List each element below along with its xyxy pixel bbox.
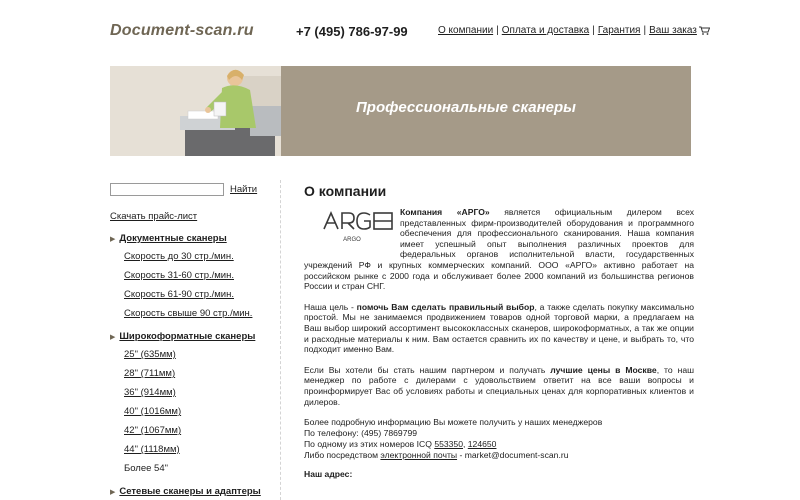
banner-title: Профессиональные сканеры (356, 99, 576, 116)
goal-paragraph (304, 302, 694, 355)
email-link[interactable]: электронной почты (380, 450, 458, 461)
subcategory-link[interactable]: Более 54" (124, 463, 168, 474)
category-network-scanners[interactable] (110, 486, 270, 497)
partner-pre: Если Вы хотели бы стать нашим партнером и получать (304, 364, 551, 375)
page-title: О компании (304, 183, 387, 199)
subcategory-link[interactable]: Скорость 61-90 стр./мин. (124, 289, 234, 300)
intro-company-name: Компания «АРГО» (400, 207, 490, 217)
main-content (304, 183, 694, 479)
category-label: Сетевые сканеры и адаптеры (119, 486, 261, 497)
column-divider (280, 180, 281, 500)
contact-line-email (304, 450, 694, 461)
contact-line-phone: По телефону: (495) 7869799 (304, 428, 418, 439)
top-nav: О компании | Оплата и доставка | Гарантия | Ваш заказ (438, 25, 710, 38)
subcategory-link[interactable]: Скорость свыше 90 стр./мин. (124, 308, 253, 319)
bullet-arrow-icon: ▶ (110, 488, 116, 496)
bullet-arrow-icon: ▶ (110, 235, 116, 243)
email-pre: Либо посредством (304, 450, 381, 461)
subcategory-link[interactable]: 36" (914мм) (124, 387, 176, 398)
category-label: Широкоформатные сканеры (119, 331, 256, 342)
partner-paragraph (304, 365, 694, 407)
goal-post: , а также сделать покупку максимально простой. Мы не занимаемся продвижением товаров одной торговой марки, а предлагаем на Ваш выбор широкий ассортимент высококлассных сканеров, широкоформатных, а так же опции и расходные материалы к ним. Вам остается сравнить их по качеству и цене, и выбрать то, что подходит именно Вам. (304, 301, 694, 355)
subcategory-link[interactable]: Скорость 31-60 стр./мин. (124, 270, 234, 281)
contact-line-info: Более подробную информацию Вы можете получить у наших менеджеров (304, 417, 603, 428)
header-phone: +7 (495) 786-97-99 (296, 24, 408, 39)
search-input[interactable] (110, 183, 224, 196)
subcategory-link[interactable]: 42" (1067мм) (124, 425, 182, 436)
subcategory-link[interactable]: Скорость до 30 стр./мин. (124, 251, 234, 262)
subcategory-link[interactable]: 28" (711мм) (124, 368, 176, 379)
contact-block (304, 417, 694, 461)
site-logo[interactable]: Document-scan.ru (110, 22, 254, 39)
nav-order-link[interactable]: Ваш заказ (649, 25, 697, 36)
nav-warranty-link[interactable]: Гарантия (597, 25, 641, 36)
search-button[interactable]: Найти (230, 184, 258, 195)
icq-link-1[interactable]: 553350 (434, 439, 463, 450)
search-form (110, 183, 270, 196)
contact-line-icq (304, 439, 694, 450)
nav-payment-delivery-link[interactable]: Оплата и доставка (501, 25, 590, 36)
sidebar (110, 183, 270, 497)
category-document-scanners[interactable] (110, 233, 270, 244)
banner-photo-woman-with-scanner (110, 66, 281, 156)
goal-bold: помочь Вам сделать правильный выбор (356, 301, 535, 312)
category-wide-format-scanners[interactable] (110, 331, 270, 342)
icq-separator: , (463, 439, 468, 450)
cart-icon[interactable] (699, 26, 710, 38)
icq-label: По одному из этих номеров ICQ (304, 439, 435, 450)
argo-logo (304, 199, 400, 251)
subcategory-link[interactable]: 25" (635мм) (124, 349, 176, 360)
email-post: - market@document-scan.ru (457, 450, 569, 461)
subcategory-link[interactable]: 40" (1016мм) (124, 406, 182, 417)
subcategory-link[interactable]: 44" (1118мм) (124, 444, 180, 455)
banner-band (281, 66, 691, 156)
partner-post: , то наш менеджер по работе с дилерами с удовольствием ответит на все ваши вопросы и проинформирует Вас об условиях работы и специальных ценах для корпоративных клиентов и дилеров. (304, 364, 695, 407)
goal-pre: Наша цель - (304, 301, 357, 312)
partner-bold: лучшие цены в Москве (550, 364, 657, 375)
category-label: Документные сканеры (119, 233, 227, 244)
download-price-list-link[interactable]: Скачать прайс-лист (110, 211, 198, 222)
bullet-arrow-icon: ▶ (110, 333, 116, 341)
argo-logo-text: ARGO (343, 237, 361, 243)
intro-text: является официальным дилером всех представленных фирм-производителей оборудования и программного обеспечения для профессионального сканирования. Наша компания имеет успешный опыт выполнения различных проектов для федеральных органов исполнительной власти, государственных учреждений РФ и крупных коммерческих компаний. ООО «АРГО» активно работает на российском рынке с 2000 года и обслуживает более 2000 компаний из большинства регионов России и стран СНГ. (304, 207, 694, 292)
icq-link-2[interactable]: 124650 (467, 439, 497, 450)
nav-about-link[interactable]: О компании (438, 25, 494, 36)
address-label: Наш адрес: (304, 469, 353, 480)
hero-banner (110, 66, 691, 156)
